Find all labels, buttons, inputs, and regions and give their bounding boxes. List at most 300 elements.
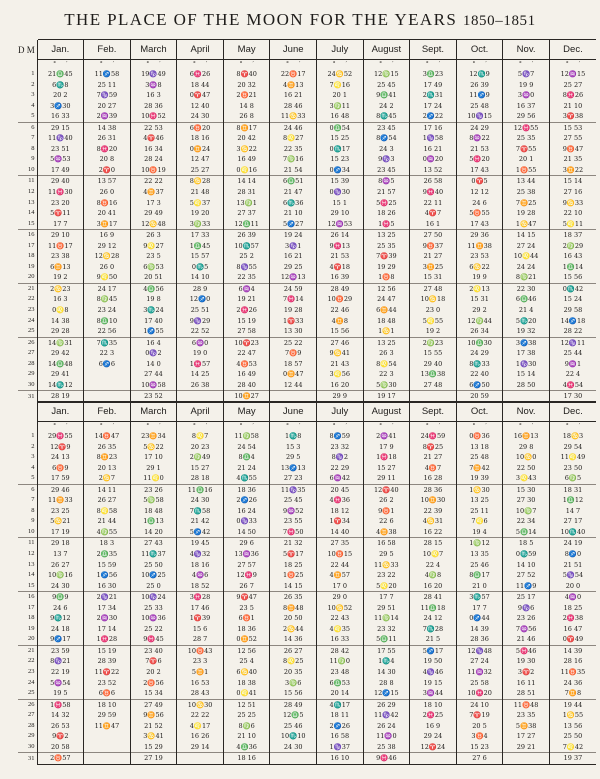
moon-position: 18 31 — [549, 484, 596, 495]
moon-position: 8♐59 — [317, 431, 364, 442]
moon-position: 16 21 — [410, 144, 457, 155]
moon-position: 4♋31 — [410, 516, 457, 527]
moon-position: 6♍53 — [130, 262, 177, 273]
moon-position: 1♑37 — [317, 742, 364, 753]
moon-table-body — [18, 69, 596, 402]
moon-position — [84, 369, 131, 380]
moon-position: 0♑30 — [317, 187, 364, 198]
moon-position: 8♑55 — [223, 262, 270, 273]
moon-position: 9♌27 — [130, 241, 177, 252]
moon-position: 0♏59 — [503, 549, 550, 560]
moon-position: 8♒5 — [363, 176, 410, 187]
moon-position: 23 5 — [130, 251, 177, 262]
moon-position: 15 27 — [363, 463, 410, 474]
unit-label — [84, 60, 131, 70]
day-number: 2 — [31, 80, 35, 88]
moon-position: 14 11 — [84, 484, 131, 495]
moon-position: 28 40 — [223, 380, 270, 391]
moon-position: 13 30 — [270, 326, 317, 337]
moon-position: 26 3 — [130, 230, 177, 241]
moon-position: 16 21 — [270, 90, 317, 101]
moon-position: 24 13 — [37, 452, 84, 463]
day-row — [18, 699, 596, 710]
moon-position: 19 9 — [503, 80, 550, 91]
moon-position: 12♒13 — [270, 272, 317, 283]
moon-position: 11♐58 — [84, 69, 131, 80]
moon-position: 2♐26 — [317, 721, 364, 732]
moon-position: 16♊13 — [503, 431, 550, 442]
moon-position: 21 44 — [84, 516, 131, 527]
moon-position: 21 54 — [270, 165, 317, 176]
moon-position: 8♐0 — [549, 549, 596, 560]
moon-position: 26 0 — [84, 187, 131, 198]
moon-position: 15 29 — [130, 742, 177, 753]
moon-position: 25 25 — [223, 710, 270, 721]
moon-position: 12♒15 — [549, 69, 596, 80]
moon-position: 7♏35 — [84, 337, 131, 348]
moon-position: 20 35 — [270, 667, 317, 678]
moon-position: 0♐34 — [317, 165, 364, 176]
month-header: Nov. — [503, 402, 550, 422]
minute-unit: ′ — [392, 423, 394, 430]
moon-position: 29 36 — [456, 230, 503, 241]
moon-position: 10♌7 — [410, 549, 457, 560]
degree-unit: ° — [286, 61, 290, 68]
moon-position: 24 29 — [456, 122, 503, 133]
moon-position: 24 19 — [549, 538, 596, 549]
moon-position: 7♈55 — [503, 144, 550, 155]
moon-position: 10♒58 — [130, 380, 177, 391]
moon-position: 28 16 — [549, 656, 596, 667]
moon-position: 16 28 — [410, 473, 457, 484]
moon-position: 14♍31 — [37, 337, 84, 348]
moon-position: 14 32 — [37, 710, 84, 721]
moon-position: 18 25 — [549, 603, 596, 614]
moon-position: 14 10 — [503, 560, 550, 571]
moon-position: 19 0 — [177, 348, 224, 359]
moon-position: 25 22 — [270, 337, 317, 348]
moon-position: 15 59 — [84, 560, 131, 571]
moon-position: 22 10 — [549, 208, 596, 219]
moon-position: 15 30 — [503, 484, 550, 495]
day-row — [18, 262, 596, 273]
moon-position: 12 44 — [270, 380, 317, 391]
moon-position: 22♉17 — [270, 69, 317, 80]
moon-position: 29 1 — [130, 463, 177, 474]
moon-position: 11♉17 — [37, 241, 84, 252]
moon-position: 5♐42 — [177, 527, 224, 538]
degree-unit: ° — [518, 423, 522, 430]
day-number: 7 — [31, 496, 35, 504]
minute-unit: ′ — [159, 423, 161, 430]
moon-position: 29 51 — [363, 603, 410, 614]
moon-position: 29 5 — [363, 549, 410, 560]
moon-position: 2♒39 — [84, 111, 131, 122]
moon-position: 8♎17 — [456, 570, 503, 581]
moon-position: 23 0 — [410, 305, 457, 316]
month-header: May — [223, 40, 270, 60]
moon-position: 12♋28 — [84, 251, 131, 262]
moon-position: 15 14 — [503, 369, 550, 380]
moon-position: 15 23 — [456, 742, 503, 753]
moon-position: 26 8 — [223, 111, 270, 122]
moon-position: 8♌54 — [363, 359, 410, 370]
day-row — [18, 316, 596, 327]
moon-position: 3♒44 — [410, 688, 457, 699]
moon-position: 11♐9 — [456, 90, 503, 101]
moon-position: 24 47 — [363, 294, 410, 305]
day-row — [18, 101, 596, 112]
minute-unit: ′ — [252, 61, 254, 68]
moon-position: 17 38 — [503, 348, 550, 359]
moon-position: 18 10 — [410, 699, 457, 710]
moon-position: 29 58 — [549, 305, 596, 316]
moon-position: 8♑2 — [317, 452, 364, 463]
minute-unit: ′ — [66, 423, 68, 430]
title-years: 1850–1851 — [462, 13, 536, 29]
moon-position: 1♓57 — [177, 359, 224, 370]
moon-position: 11♌49 — [549, 452, 596, 463]
moon-position: 7♓14 — [270, 294, 317, 305]
moon-position: 25 11 — [84, 80, 131, 91]
moon-position: 15 53 — [549, 122, 596, 133]
moon-position: 15 19 — [84, 645, 131, 656]
moon-position: 13 56 — [549, 721, 596, 732]
moon-position: 4♊57 — [317, 570, 364, 581]
moon-position: 8♈40 — [223, 69, 270, 80]
moon-position: 15 1 — [317, 198, 364, 209]
moon-position: 12♎11 — [223, 219, 270, 230]
moon-position: 15 31 — [410, 272, 457, 283]
moon-position: 17 27 — [503, 731, 550, 742]
moon-position: 15 55 — [410, 348, 457, 359]
day-row — [18, 495, 596, 506]
moon-position: 7♈6 — [130, 656, 177, 667]
moon-position: 4♓36 — [317, 495, 364, 506]
moon-position: 12♋48 — [130, 219, 177, 230]
moon-position: 19 9 — [456, 272, 503, 283]
moon-position: 15 25 — [317, 133, 364, 144]
moon-position: 25 27 — [549, 80, 596, 91]
moon-position: 27 6 — [456, 753, 503, 765]
moon-position: 5♎14 — [503, 527, 550, 538]
moon-position: 29 0 — [317, 592, 364, 603]
moon-position: 15 56 — [317, 326, 364, 337]
unit-label — [503, 422, 550, 432]
day-row — [18, 337, 596, 348]
moon-position: 24 30 — [177, 111, 224, 122]
moon-position: 12♓55 — [503, 122, 550, 133]
day-row — [18, 198, 596, 209]
day-row — [18, 326, 596, 337]
moon-position: 15 23 — [317, 154, 364, 165]
moon-position: 26 53 — [37, 721, 84, 732]
moon-position: 3♊25 — [410, 262, 457, 273]
moon-position: 15 34 — [130, 688, 177, 699]
day-row — [18, 241, 596, 252]
day-number: 4 — [31, 463, 35, 471]
moon-position: 3♎23 — [410, 69, 457, 80]
moon-position: 21 10 — [223, 731, 270, 742]
moon-position: 4♊8 — [317, 316, 364, 327]
day-row — [18, 294, 596, 305]
moon-position: 0♈5 — [456, 176, 503, 187]
moon-position: 10♏40 — [549, 527, 596, 538]
day-row — [18, 463, 596, 474]
moon-position: 26 3 — [363, 348, 410, 359]
moon-position: 7♈39 — [363, 251, 410, 262]
moon-position: 18 36 — [223, 624, 270, 635]
unit-row — [18, 422, 596, 432]
day-number: 20 — [28, 635, 35, 643]
moon-position: 7♊25 — [503, 198, 550, 209]
moon-position — [503, 753, 550, 765]
moon-position: 8♌7 — [177, 431, 224, 442]
moon-position: 16 21 — [270, 251, 317, 262]
moon-position: 22 34 — [503, 516, 550, 527]
moon-position: 5♋22 — [130, 442, 177, 453]
moon-position: 7♌6 — [456, 516, 503, 527]
moon-position: 14 36 — [270, 634, 317, 645]
moon-position: 18 36 — [223, 484, 270, 495]
day-number: 7 — [31, 134, 35, 142]
moon-position: 10♋0 — [503, 452, 550, 463]
day-row — [18, 176, 596, 187]
moon-position: 8♓20 — [84, 144, 131, 155]
moon-position: 12 47 — [177, 154, 224, 165]
unit-label — [456, 60, 503, 70]
day-number: 10 — [28, 165, 35, 173]
moon-position: 7♍16 — [270, 154, 317, 165]
minute-unit: ′ — [578, 423, 581, 430]
moon-position: 16 30 — [84, 581, 131, 592]
moon-position: 19 32 — [503, 326, 550, 337]
moon-position: 22 44 — [317, 560, 364, 571]
moon-position: 20 2 — [130, 667, 177, 678]
day-row — [18, 678, 596, 689]
month-header: July — [317, 402, 364, 422]
moon-position: 2♍23 — [410, 337, 457, 348]
minute-unit: ′ — [485, 61, 487, 68]
day-row — [18, 111, 596, 122]
moon-position: 1♎45 — [177, 241, 224, 252]
moon-position: 26 35 — [270, 592, 317, 603]
moon-position: 8♍45 — [84, 294, 131, 305]
moon-position: 24 3 — [363, 144, 410, 155]
moon-position: 12♐15 — [363, 688, 410, 699]
day-number: 5 — [31, 474, 35, 482]
moon-position: 20 45 — [317, 484, 364, 495]
day-row — [18, 549, 596, 560]
moon-position: 15 57 — [177, 251, 224, 262]
moon-position: 3♐30 — [37, 101, 84, 112]
moon-position: 15 27 — [177, 463, 224, 474]
moon-position: 17 16 — [410, 122, 457, 133]
moon-position: 23 53 — [456, 251, 503, 262]
moon-position: 21 24 — [223, 463, 270, 474]
day-row — [18, 731, 596, 742]
moon-position: 12♍44 — [456, 316, 503, 327]
unit-spacer — [18, 422, 37, 432]
moon-position: 16 10 — [317, 753, 364, 765]
moon-position: 27 49 — [130, 699, 177, 710]
moon-position: 15 24 — [549, 294, 596, 305]
moon-position: 21 27 — [410, 452, 457, 463]
moon-position: 27 55 — [549, 133, 596, 144]
moon-position: 2♍29 — [549, 241, 596, 252]
moon-position: 9♏12 — [37, 613, 84, 624]
moon-position: 23 26 — [503, 613, 550, 624]
moon-position: 14 20 — [130, 527, 177, 538]
moon-position: 20 8 — [84, 154, 131, 165]
moon-position: 9♒52 — [270, 506, 317, 517]
moon-position: 28 8 — [363, 678, 410, 689]
moon-position: 28 36 — [456, 634, 503, 645]
moon-position: 16 39 — [317, 272, 364, 283]
moon-position: 24 10 — [456, 699, 503, 710]
moon-position: 21 53 — [317, 251, 364, 262]
day-number: 13 — [28, 198, 35, 206]
moon-position: 27 46 — [317, 337, 364, 348]
moon-position: 19 30 — [503, 656, 550, 667]
moon-position: 25 48 — [456, 101, 503, 112]
moon-position: 27 19 — [130, 753, 177, 765]
moon-position: 10♋18 — [410, 294, 457, 305]
moon-position: 14 39 — [549, 645, 596, 656]
moon-position: 21 27 — [410, 251, 457, 262]
moon-position: 17 14 — [84, 624, 131, 635]
moon-position: 23 20 — [37, 198, 84, 209]
moon-position: 26 38 — [177, 380, 224, 391]
moon-position: 14 39 — [456, 624, 503, 635]
day-number: 31 — [18, 391, 37, 403]
moon-position: 13 35 — [456, 549, 503, 560]
moon-position: 4♒0 — [549, 592, 596, 603]
moon-position: 25 0 — [130, 581, 177, 592]
moon-position: 14 14 — [223, 176, 270, 187]
moon-position: 11♒32 — [456, 667, 503, 678]
moon-position: 12 40 — [177, 101, 224, 112]
day-row — [18, 506, 596, 517]
moon-position: 23 45 — [363, 165, 410, 176]
moon-position: 23♊34 — [130, 431, 177, 442]
day-row — [18, 90, 596, 101]
moon-position: 15 31 — [456, 294, 503, 305]
unit-row — [18, 60, 596, 70]
day-number: 25 — [28, 327, 35, 335]
day-number: 26 — [18, 337, 37, 348]
moon-position: 16 24 — [223, 506, 270, 517]
moon-position: 25 2 — [223, 251, 270, 262]
moon-position: 26 29 — [363, 699, 410, 710]
minute-unit: ′ — [205, 423, 208, 430]
moon-position: 5♋21 — [37, 516, 84, 527]
day-number: 28 — [28, 359, 35, 367]
moon-position: 6♏36 — [270, 198, 317, 209]
moon-position: 10♋30 — [177, 699, 224, 710]
moon-position: 2♒30 — [84, 613, 131, 624]
moon-position: 6♊44 — [363, 305, 410, 316]
moon-position: 2♐26 — [223, 495, 270, 506]
moon-position: 21 0 — [456, 581, 503, 592]
moon-position: 1♑30 — [503, 359, 550, 370]
month-header: March — [130, 402, 177, 422]
moon-position: 25 27 — [177, 165, 224, 176]
month-header: May — [223, 402, 270, 422]
moon-position: 11♉48 — [503, 699, 550, 710]
moon-position: 16 49 — [223, 154, 270, 165]
moon-position: 25 45 — [270, 495, 317, 506]
moon-position: 29 28 — [37, 326, 84, 337]
day-number: 19 — [28, 262, 35, 270]
moon-position: 22 46 — [317, 305, 364, 316]
moon-position: 19 17 — [363, 391, 410, 403]
day-row — [18, 581, 596, 592]
moon-position: 5♈17 — [270, 549, 317, 560]
moon-position: 10♎30 — [456, 337, 503, 348]
month-header: August — [363, 402, 410, 422]
moon-position: 24 2 — [363, 101, 410, 112]
moon-position: 17 3 — [130, 198, 177, 209]
moon-position: 15 56 — [549, 272, 596, 283]
moon-position: 19 24 — [270, 230, 317, 241]
day-number: 14 — [28, 209, 35, 217]
moon-position: 28 39 — [84, 656, 131, 667]
moon-position: 9♈47 — [223, 592, 270, 603]
moon-position: 29 40 — [37, 176, 84, 187]
moon-position: 21♎45 — [37, 69, 84, 80]
moon-position: 17 33 — [177, 230, 224, 241]
moon-position: 0♒20 — [410, 154, 457, 165]
moon-position: 14 40 — [317, 527, 364, 538]
moon-position: 0♑33 — [223, 516, 270, 527]
moon-position: 18 11 — [317, 710, 364, 721]
moon-position: 17 55 — [363, 645, 410, 656]
day-row — [18, 570, 596, 581]
day-number: 12 — [28, 550, 35, 558]
day-number: 15 — [28, 581, 35, 589]
moon-position: 23 52 — [84, 678, 131, 689]
moon-position: 1♏4 — [363, 656, 410, 667]
moon-position: 0♎54 — [317, 122, 364, 133]
unit-label — [270, 422, 317, 432]
moon-position: 9♑29 — [177, 316, 224, 327]
unit-label — [317, 422, 364, 432]
moon-position: 6♍5 — [549, 473, 596, 484]
moon-position: 17 7 — [363, 592, 410, 603]
moon-position: 3♈38 — [549, 111, 596, 122]
moon-position: 28 36 — [130, 101, 177, 112]
moon-position: 16 58 — [317, 731, 364, 742]
moon-position: 21 57 — [363, 187, 410, 198]
moon-position: 23 35 — [503, 710, 550, 721]
day-number: 24 — [28, 678, 35, 686]
day-row — [18, 431, 596, 442]
minute-unit: ′ — [531, 423, 534, 430]
moon-position: 22 6 — [363, 516, 410, 527]
moon-position: 25 44 — [549, 348, 596, 359]
moon-position: 6♓26 — [177, 69, 224, 80]
month-header: March — [130, 40, 177, 60]
moon-position: 10♓20 — [456, 688, 503, 699]
moon-position: 29 8 — [503, 442, 550, 453]
moon-position: 16 53 — [177, 678, 224, 689]
degree-unit: ° — [53, 61, 57, 68]
moon-position: 9♓40 — [410, 187, 457, 198]
unit-label — [37, 60, 84, 70]
day-row — [18, 634, 596, 645]
day-row — [18, 516, 596, 527]
